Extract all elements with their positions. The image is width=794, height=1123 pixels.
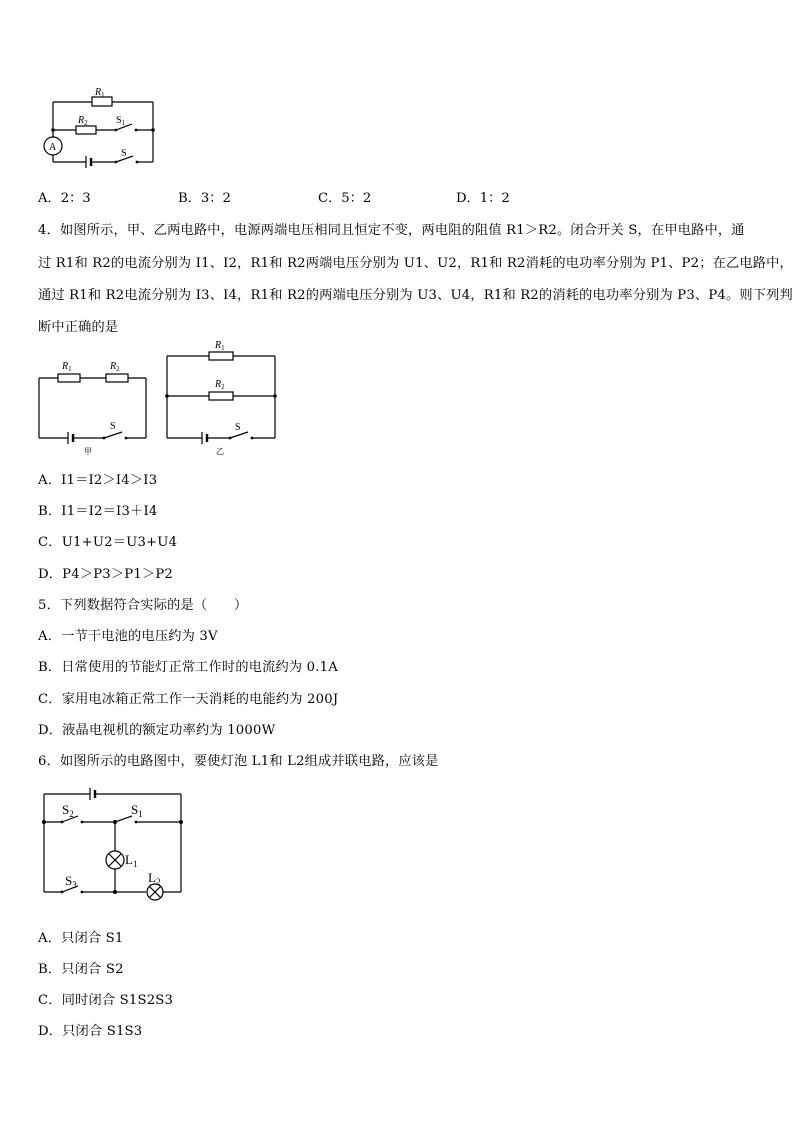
q6-l2-label: $L_2$ [148, 870, 161, 887]
q4-option-a: A．I1＝I2＞I4＞I3 [38, 473, 158, 488]
yi-r1-label: $R_1$ [215, 340, 225, 352]
q3-s1-label: $S_1$ [116, 115, 126, 127]
q6-s3-label: $S_3$ [65, 873, 77, 890]
q6-s2-label: $S_2$ [62, 802, 74, 819]
q5-option-a: A．一节干电池的电压约为 3V [38, 629, 218, 644]
q4-circuit-jia [36, 356, 156, 456]
q5-option-b: B．日常使用的节能灯正常工作时的电流约为 0.1A [38, 660, 338, 675]
q4-stem-line-1: 4．如图所示，甲、乙两电路中，电源两端电压相同且恒定不变，两电阻的阻值 R1＞R2。闭合开关 S，在甲电路中，通 [38, 223, 745, 238]
q3-option-c: C．5：2 [318, 191, 372, 206]
q3-s-label: S [121, 148, 127, 159]
q6-option-b: B．只闭合 S2 [38, 962, 124, 977]
q3-ammeter-label: A [49, 142, 57, 153]
q6-s1-label: $S_1$ [131, 802, 143, 819]
q3-option-d: D．1：2 [456, 191, 510, 206]
q3-r1-label: $R_1$ [95, 87, 105, 99]
q5-option-c: C．家用电冰箱正常工作一天消耗的电能约为 200J [38, 692, 339, 707]
q6-circuit-diagram [40, 784, 190, 909]
yi-r2-label: $R_2$ [215, 379, 225, 391]
q4-option-b: B．I1＝I2＝I3＋I4 [38, 504, 158, 519]
yi-caption: 乙 [216, 447, 224, 456]
q6-option-d: D．只闭合 S1S3 [38, 1024, 143, 1039]
q6-option-a: A．只闭合 S1 [38, 931, 124, 946]
q4-stem-line-2: 过 R1和 R2的电流分别为 I1、I2，R1和 R2两端电压分别为 U1、U2，R1和 R2消耗的电功率分别为 P1、P2；在乙电路中， [38, 256, 793, 271]
q4-stem-line-3: 通过 R1和 R2电流分别为 I3、I4，R1和 R2的两端电压分别为 U3、U4，R1和 R2的消耗的电功率分别为 P3、P4。则下列判 [38, 288, 793, 303]
q3-option-b: B．3：2 [178, 191, 231, 206]
q5-stem: 5．下列数据符合实际的是（ ） [38, 598, 248, 613]
yi-s-label: S [235, 422, 241, 433]
q5-option-d: D．液晶电视机的额定功率约为 1000W [38, 723, 276, 738]
q6-option-c: C．同时闭合 S1S2S3 [38, 993, 174, 1008]
q6-l1-label: $L_1$ [125, 852, 138, 869]
jia-caption: 甲 [84, 447, 92, 456]
q4-stem-line-4: 断中正确的是 [38, 320, 119, 335]
q3-r2-label: $R_2$ [78, 115, 88, 127]
q6-stem: 6．如图所示的电路图中，要使灯泡 L1和 L2组成并联电路，应该是 [38, 754, 439, 769]
q3-option-a: A．2：3 [38, 191, 91, 206]
q4-circuit-yi [164, 340, 284, 456]
jia-r2-label: $R_2$ [110, 361, 120, 373]
jia-s-label: S [110, 421, 116, 432]
q4-option-c: C．U1+U2＝U3+U4 [38, 535, 178, 550]
q4-option-d: D．P4＞P3＞P1＞P2 [38, 567, 173, 582]
jia-r1-label: $R_1$ [62, 361, 72, 373]
q3-circuit-diagram [40, 86, 160, 166]
